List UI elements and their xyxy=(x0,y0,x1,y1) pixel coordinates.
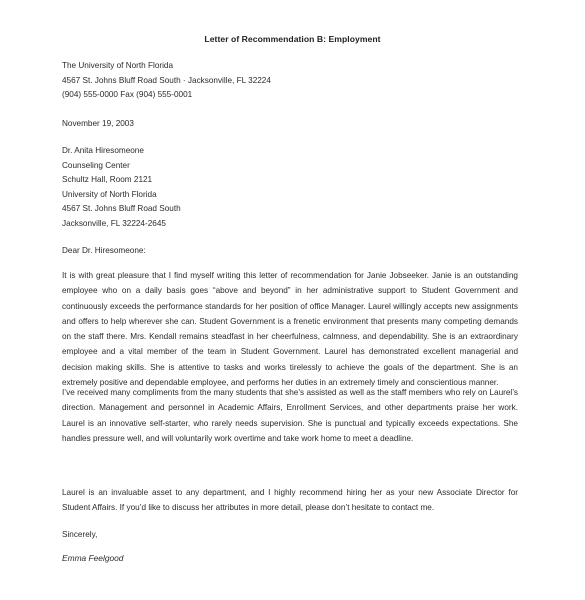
recipient-name: Dr. Anita Hiresomeone xyxy=(62,146,144,155)
body-paragraph-3: Laurel is an invaluable asset to any department, and I highly recommend hiring her as your new Associate Director for Student Affairs. If you’d like to discuss her attributes in more detail, please don’t hesitate to contact me. xyxy=(62,488,518,513)
salutation-block xyxy=(62,244,518,259)
sender-street: 4567 St. Johns Bluff Road South · Jacksonville, FL 32224 xyxy=(62,75,271,85)
recipient-street: 4567 St. Johns Bluff Road South xyxy=(62,204,181,214)
closing-block xyxy=(62,528,518,543)
recipient-room: Schultz Hall, Room 2121 xyxy=(62,175,153,185)
body-paragraph-2: I’ve received many compliments from the many students that she’s assisted as well as the staff members who rely on Laurel’s direction. Management and personnel in Academic Affairs, Enrollment Services, and other departments praise her work. Laurel is an innovative self-starter, who rarely needs supervision. She is punctual and typically exceeds expectations. She handles pressure well, and will voluntarily work overtime and take work home to meet a deadline. xyxy=(62,388,518,443)
closing: Sincerely, xyxy=(62,530,98,539)
recipient-department: Counseling Center xyxy=(62,160,130,170)
salutation: Dear Dr. Hiresomeone: xyxy=(62,246,146,255)
recipient-address-block xyxy=(62,144,518,232)
signature-name: Emma Feelgood xyxy=(62,553,124,563)
sender-name: The University of North Florida xyxy=(62,61,174,70)
body-paragraph-1: It is with great pleasure that I find myself writing this letter of recommendation for Janie Jobseeker. Janie is an outstanding employee who on a daily basis goes “above and beyond” in her administrative support to Student Government and continuously exceeds the performance standards for her position of office Manager. Laurel willingly accepts new assignments and offers to help wherever she can. Student Government is a frenetic environment that presents many competing demands on the staff there. Mrs. Kendall remains steadfast in her cheerfulness, calmness, and dependability. She is an extraordinary employee and a vital member of the team in Student Government. Laurel has demonstrated excellent managerial and decision making skills. She is attentive to tasks and works tirelessly to achieve the goals of the department. She is an extremely positive and dependable employee, and performs her duties in an extremely timely and conscientious manner. xyxy=(62,271,518,388)
recipient-city: Jacksonville, FL 32224-2645 xyxy=(62,218,166,228)
letter-date: November 19, 2003 xyxy=(62,119,134,128)
recipient-university: University of North Florida xyxy=(62,189,157,199)
sender-address-block xyxy=(62,59,518,103)
letter-date-block xyxy=(62,117,518,132)
sender-phone-fax: (904) 555-0000 Fax (904) 555-0001 xyxy=(62,90,193,100)
document-title: Letter of Recommendation B: Employment xyxy=(204,34,381,44)
